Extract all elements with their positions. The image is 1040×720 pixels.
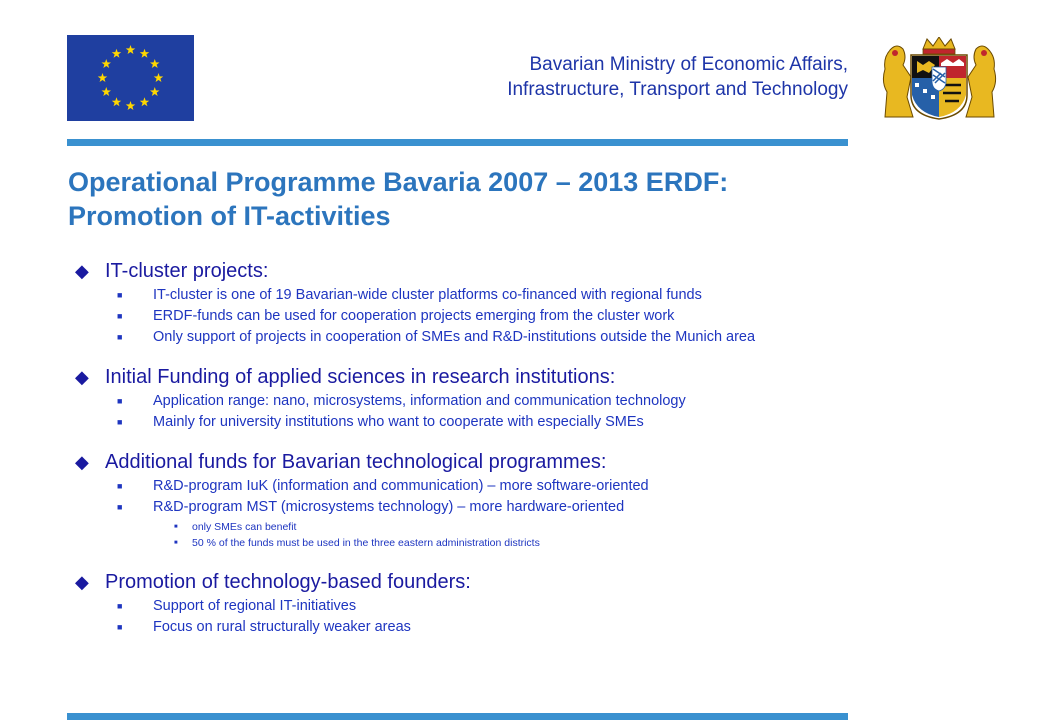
list-item-text: Only support of projects in cooperation of SMEs and R&D-institutions outside the Munich area xyxy=(153,329,756,345)
sub-list-item xyxy=(174,520,855,534)
section-founders xyxy=(75,570,855,635)
list-item-text: R&D-program MST (microsystems technology) – more hardware-oriented xyxy=(153,499,625,515)
section-additional-funds xyxy=(75,450,855,550)
list-item xyxy=(117,287,855,303)
eu-flag-icon xyxy=(67,35,194,121)
bavarian-coat-of-arms-icon xyxy=(877,37,1002,122)
list-item xyxy=(117,478,855,494)
list-item-text: Application range: nano, microsystems, information and communication technology xyxy=(153,393,686,409)
list-item-text: Support of regional IT-initiatives xyxy=(153,598,357,614)
heading-text: IT-cluster projects: xyxy=(105,260,269,282)
section-initial-funding xyxy=(75,365,855,430)
bullet-list xyxy=(75,259,855,655)
small-square-bullet-icon: ■ xyxy=(174,524,178,530)
square-bullet-icon: ■ xyxy=(117,481,123,491)
title-line-2: Promotion of IT-activities xyxy=(68,201,391,231)
list-item xyxy=(117,393,855,409)
title-line-1: Operational Programme Bavaria 2007 – 2013 ERDF: xyxy=(68,167,729,197)
diamond-bullet-icon: ◆ xyxy=(75,367,89,387)
diamond-bullet-icon: ◆ xyxy=(75,572,89,592)
ministry-line-1: Bavarian Ministry of Economic Affairs, xyxy=(529,54,848,75)
list-item-text: Focus on rural structurally weaker areas xyxy=(153,619,411,635)
square-bullet-icon: ■ xyxy=(117,290,123,300)
sub-list-item xyxy=(174,536,855,550)
list-item xyxy=(117,414,855,430)
small-square-bullet-icon: ■ xyxy=(174,540,178,546)
list-item xyxy=(117,499,855,515)
heading-text: Initial Funding of applied sciences in research institutions: xyxy=(105,366,616,388)
list-item-text: Mainly for university institutions who want to cooperate with especially SMEs xyxy=(153,414,644,430)
list-item xyxy=(117,308,855,324)
diamond-bullet-icon: ◆ xyxy=(75,261,89,281)
sub-list-item-text: only SMEs can benefit xyxy=(192,521,297,533)
page-title xyxy=(68,165,858,233)
diamond-bullet-icon: ◆ xyxy=(75,452,89,472)
ministry-line-2: Infrastructure, Transport and Technology xyxy=(507,79,848,100)
square-bullet-icon: ■ xyxy=(117,396,123,406)
list-item xyxy=(117,619,855,635)
square-bullet-icon: ■ xyxy=(117,601,123,611)
section-heading xyxy=(75,570,855,594)
sub-list-item-text: 50 % of the funds must be used in the three eastern administration districts xyxy=(192,537,540,549)
ministry-name xyxy=(507,52,848,102)
heading-text: Promotion of technology-based founders: xyxy=(105,571,471,593)
list-item xyxy=(117,329,855,345)
footer-divider xyxy=(67,713,848,720)
header-divider xyxy=(67,139,848,146)
heading-text: Additional funds for Bavarian technological programmes: xyxy=(105,451,607,473)
square-bullet-icon: ■ xyxy=(117,417,123,427)
list-item-text: R&D-program IuK (information and communication) – more software-oriented xyxy=(153,478,649,494)
list-item-text: IT-cluster is one of 19 Bavarian-wide cluster platforms co-financed with regional funds xyxy=(153,287,702,303)
section-it-cluster xyxy=(75,259,855,345)
list-item-text: ERDF-funds can be used for cooperation projects emerging from the cluster work xyxy=(153,308,675,324)
section-heading xyxy=(75,365,855,389)
list-item xyxy=(117,598,855,614)
square-bullet-icon: ■ xyxy=(117,502,123,512)
square-bullet-icon: ■ xyxy=(117,332,123,342)
square-bullet-icon: ■ xyxy=(117,622,123,632)
square-bullet-icon: ■ xyxy=(117,311,123,321)
section-heading xyxy=(75,259,855,283)
section-heading xyxy=(75,450,855,474)
